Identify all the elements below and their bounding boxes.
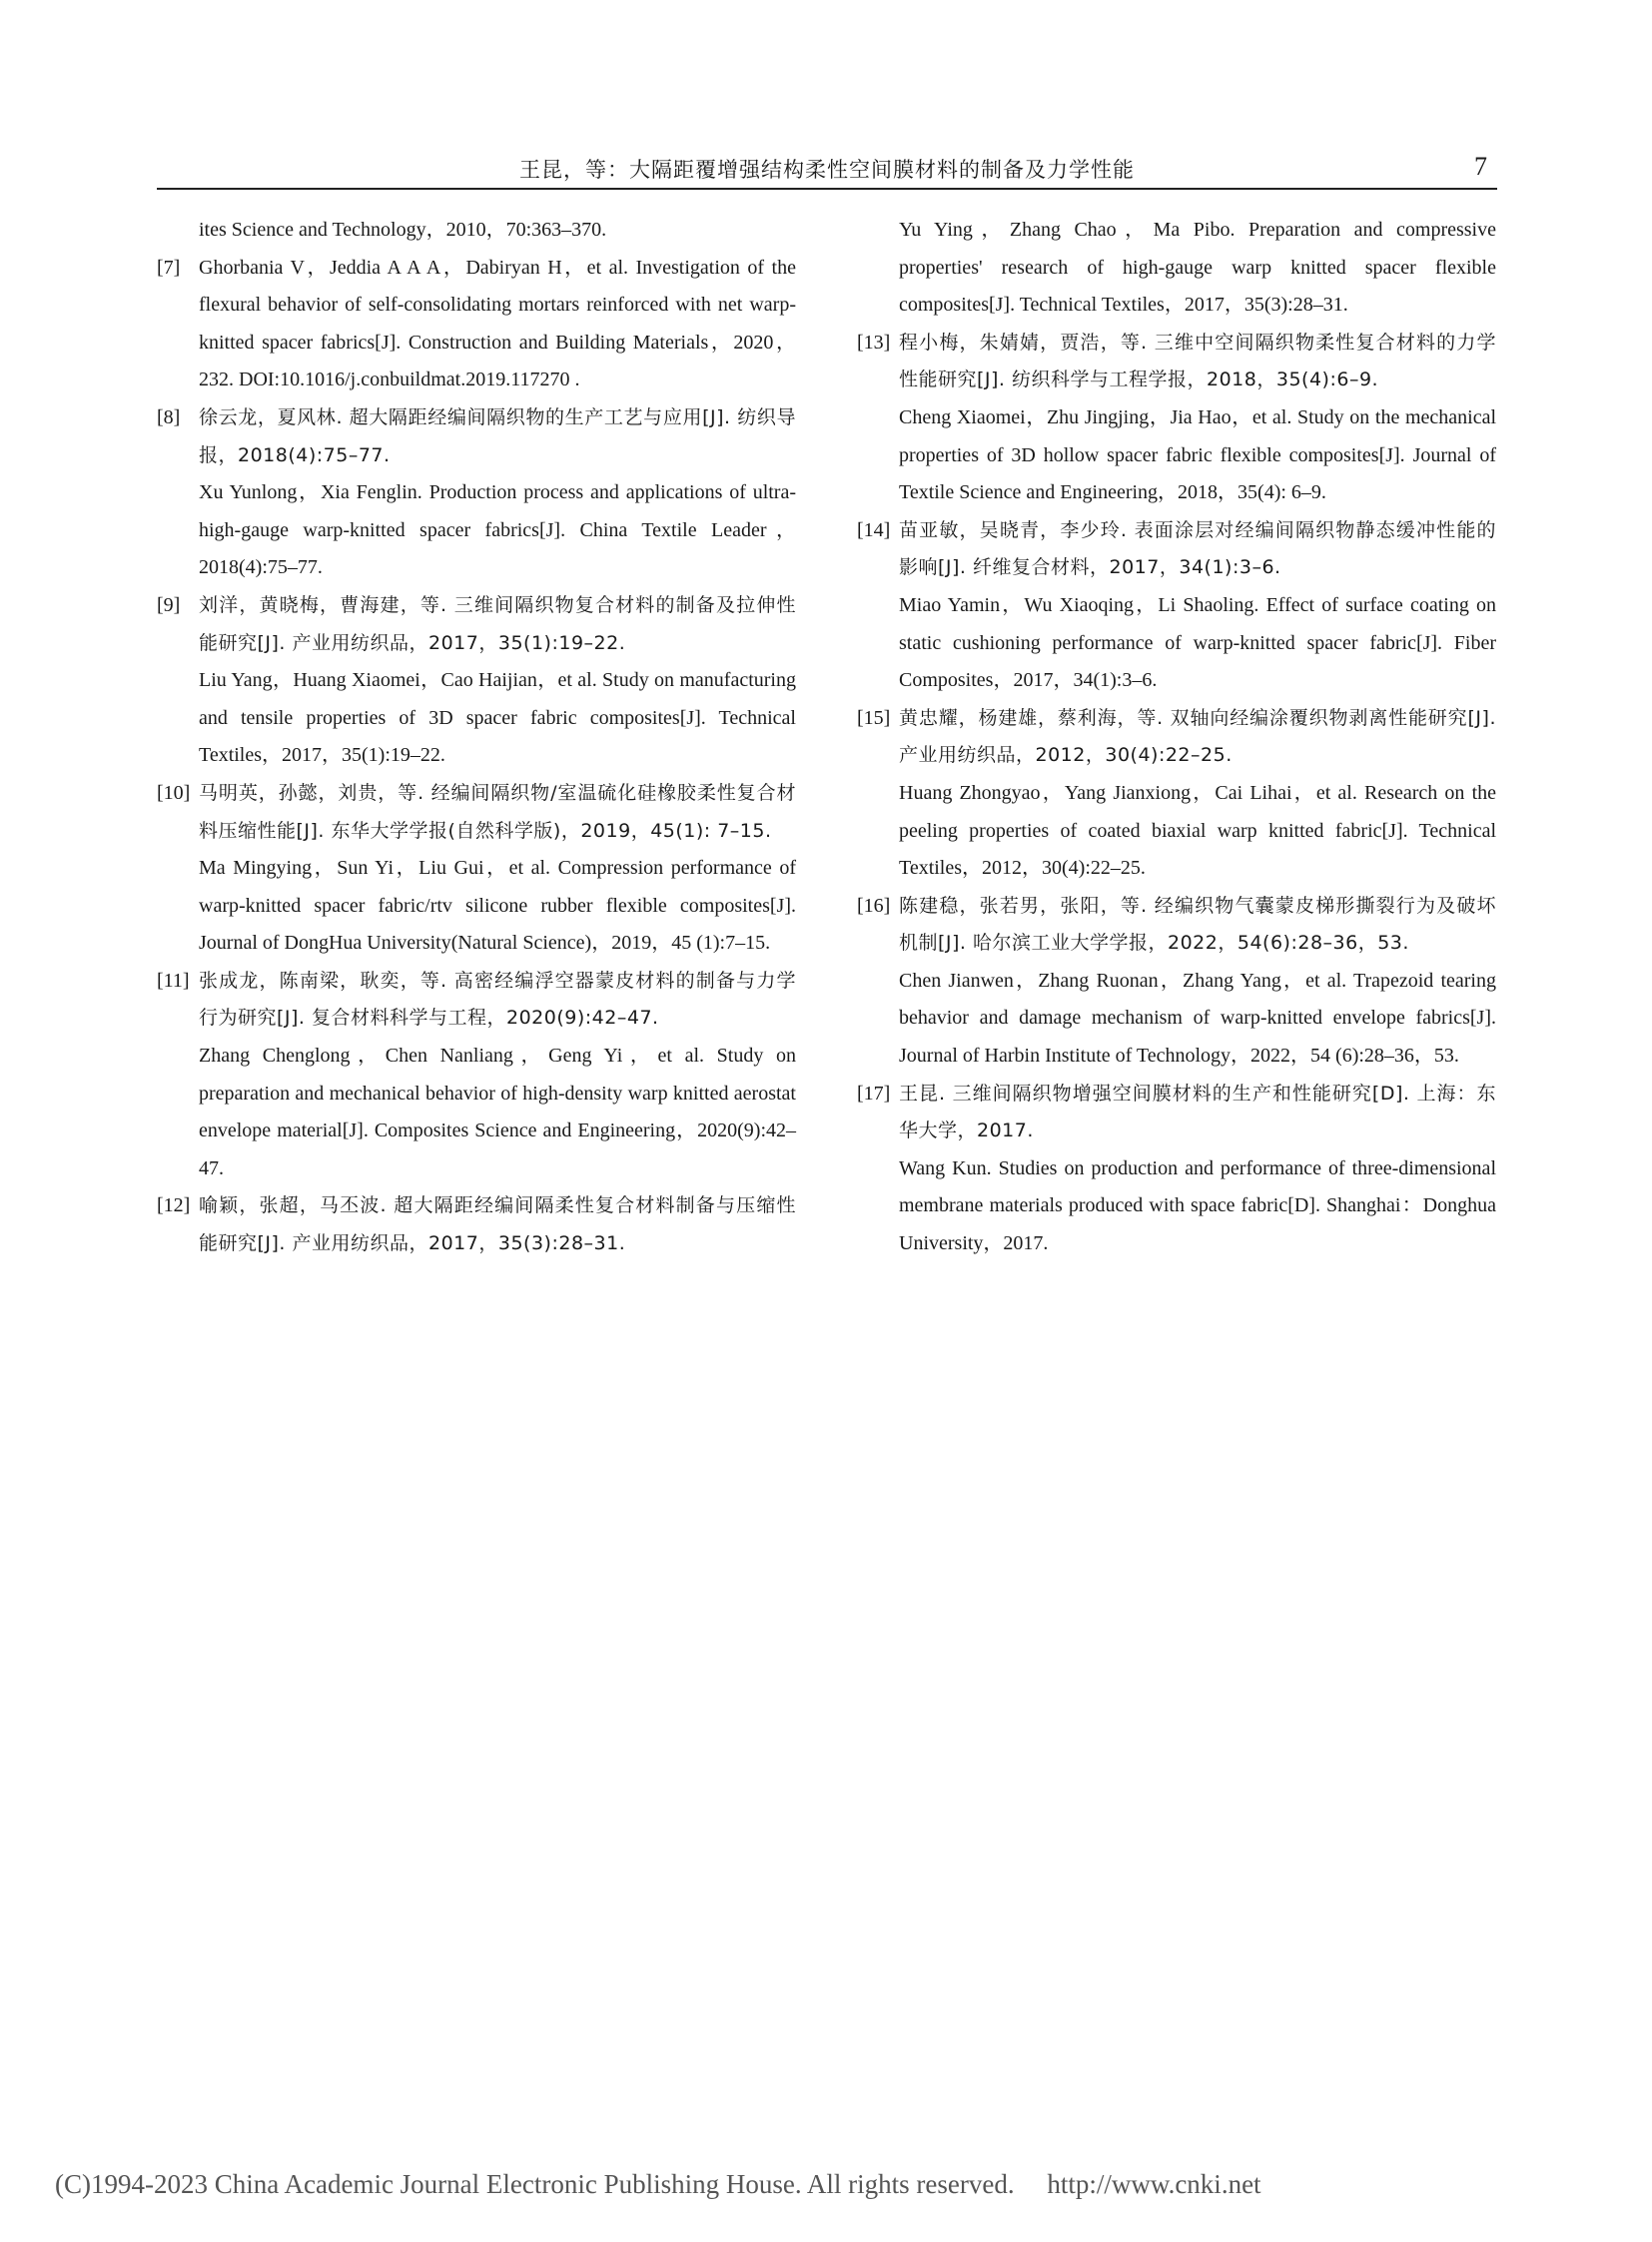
reference-chinese-text: 黄忠耀，杨建雄，蔡利海，等. 双轴向经编涂覆织物剥离性能研究[J]. 产业用纺织品，2012，30(4):22–25. <box>899 706 1496 767</box>
reference-english-text: Miao Yamin，Wu Xiaoqing，Li Shaoling. Effect of surface coating on static cushioning performance of warp-knitted spacer fabric[J]. Fiber Composites，2017，34(1):3–6. <box>899 593 1496 692</box>
reference-item <box>857 888 1496 1076</box>
reference-number: [13] <box>857 331 891 354</box>
reference-item <box>157 587 796 775</box>
copyright-text: (C)1994-2023 China Academic Journal Electronic Publishing House. All rights reserved. <box>55 2169 1015 2199</box>
reference-number: [17] <box>857 1082 891 1105</box>
reference-chinese-text: 刘洋，黄晓梅，曹海建，等. 三维间隔织物复合材料的制备及拉伸性能研究[J]. 产业用纺织品，2017，35(1):19–22. <box>199 593 796 654</box>
reference-number: [9] <box>157 593 181 616</box>
reference-english-text: Ma Mingying，Sun Yi，Liu Gui，et al. Compression performance of warp-knitted spacer fabric/rtv silicone rubber flexible composites[J]. Journal of DongHua University(Natural Science)，2019，45 (1):7–15. <box>199 857 796 955</box>
reference-item <box>157 212 796 250</box>
running-header <box>157 148 1497 190</box>
cnki-link[interactable]: http://www.cnki.net <box>1047 2169 1261 2199</box>
references-right-column <box>857 212 1496 1263</box>
reference-english-text: Chen Jianwen，Zhang Ruonan，Zhang Yang，et al. Trapezoid tearing behavior and damage mechanism of warp-knitted envelope fabrics[J]. Journal of Harbin Institute of Technology，2022，54 (6):28–36，53. <box>899 969 1496 1068</box>
reference-chinese-text: 张成龙，陈南梁，耿奕，等. 高密经编浮空器蒙皮材料的制备与力学行为研究[J]. 复合材料科学与工程，2020(9):42–47. <box>199 969 796 1030</box>
references-left-column <box>157 212 796 1263</box>
reference-chinese-text: 徐云龙，夏风林. 超大隔距经编间隔织物的生产工艺与应用[J]. 纺织导报，2018(4):75–77. <box>199 405 796 466</box>
reference-english-text: Xu Yunlong，Xia Fenglin. Production process and applications of ultra-high-gauge warp-knitted spacer fabrics[J]. China Textile Leader，2018(4):75–77. <box>199 481 796 579</box>
reference-english-text: Wang Kun. Studies on production and performance of three-dimensional membrane materials produced with space fabric[D]. Shanghai：Donghua University，2017. <box>899 1156 1496 1255</box>
reference-number: [11] <box>157 969 190 992</box>
reference-item <box>857 1076 1496 1263</box>
reference-chinese-text: 马明英，孙懿，刘贵，等. 经编间隔织物/室温硫化硅橡胶柔性复合材料压缩性能[J]. 东华大学学报(自然科学版)，2019，45(1): 7–15. <box>199 781 796 842</box>
reference-english-text: ites Science and Technology，2010，70:363–370. <box>199 219 607 241</box>
reference-number: [12] <box>157 1194 191 1217</box>
reference-item <box>157 1187 796 1262</box>
reference-number: [10] <box>157 781 191 804</box>
reference-chinese-text: 王昆. 三维间隔织物增强空间膜材料的生产和性能研究[D]. 上海：东华大学，2017. <box>899 1082 1496 1142</box>
reference-item <box>857 512 1496 700</box>
page-number: 7 <box>1474 152 1487 181</box>
reference-number: [16] <box>857 894 891 917</box>
reference-item <box>157 963 796 1188</box>
reference-item <box>157 250 796 399</box>
copyright-footer <box>55 2169 1613 2200</box>
reference-english-text: Cheng Xiaomei，Zhu Jingjing，Jia Hao，et al. Study on the mechanical properties of 3D hollow spacer fabric flexible composites[J]. Journal of Textile Science and Engineering，2018，35(4): 6–9. <box>899 405 1496 504</box>
reference-english-text: Zhang Chenglong，Chen Nanliang，Geng Yi，et al. Study on preparation and mechanical behavior of high-density warp knitted aerostat envelope material[J]. Composites Science and Engineering，2020(9):42–47. <box>199 1045 796 1179</box>
reference-number: [15] <box>857 706 891 729</box>
header-title: 王昆，等：大隔距覆增强结构柔性空间膜材料的制备及力学性能 <box>519 158 1135 182</box>
reference-item <box>857 212 1496 325</box>
reference-english-text: Liu Yang，Huang Xiaomei，Cao Haijian，et al. Study on manufacturing and tensile properties of 3D spacer fabric composites[J]. Technical Textiles，2017，35(1):19–22. <box>199 669 796 767</box>
reference-chinese-text: 陈建稳，张若男，张阳，等. 经编织物气囊蒙皮梯形撕裂行为及破坏机制[J]. 哈尔滨工业大学学报，2022，54(6):28–36，53. <box>899 894 1496 955</box>
reference-chinese-text: 苗亚敏，吴晓青，李少玲. 表面涂层对经编间隔织物静态缓冲性能的影响[J]. 纤维复合材料，2017，34(1):3–6. <box>899 518 1496 579</box>
reference-item <box>857 325 1496 512</box>
reference-english-text: Yu Ying，Zhang Chao，Ma Pibo. Preparation and compressive properties' research of high-gauge warp knitted spacer flexible composites[J]. Technical Textiles，2017，35(3):28–31. <box>899 219 1496 317</box>
reference-number: [7] <box>157 256 181 279</box>
reference-number: [14] <box>857 518 891 541</box>
reference-english-text: Huang Zhongyao，Yang Jianxiong，Cai Lihai，et al. Research on the peeling properties of coated biaxial warp knitted fabric[J]. Technical Textiles，2012，30(4):22–25. <box>899 781 1496 880</box>
reference-number: [8] <box>157 405 181 428</box>
reference-chinese-text: 程小梅，朱婧婧，贾浩，等. 三维中空间隔织物柔性复合材料的力学性能研究[J]. 纺织科学与工程学报，2018，35(4):6–9. <box>899 331 1496 391</box>
reference-item <box>157 775 796 963</box>
reference-item <box>857 700 1496 888</box>
reference-chinese-text: 喻颖，张超，马丕波. 超大隔距经编间隔柔性复合材料制备与压缩性能研究[J]. 产业用纺织品，2017，35(3):28–31. <box>199 1194 796 1255</box>
reference-item <box>157 399 796 587</box>
reference-english-text: Ghorbania V，Jeddia A A A，Dabiryan H，et al. Investigation of the flexural behavior of self-consolidating mortars reinforced with net warp-knitted spacer fabrics[J]. Construction and Building Materials，2020，232. DOI:10.1016/j.conbuildmat.2019.117270 . <box>199 256 796 391</box>
